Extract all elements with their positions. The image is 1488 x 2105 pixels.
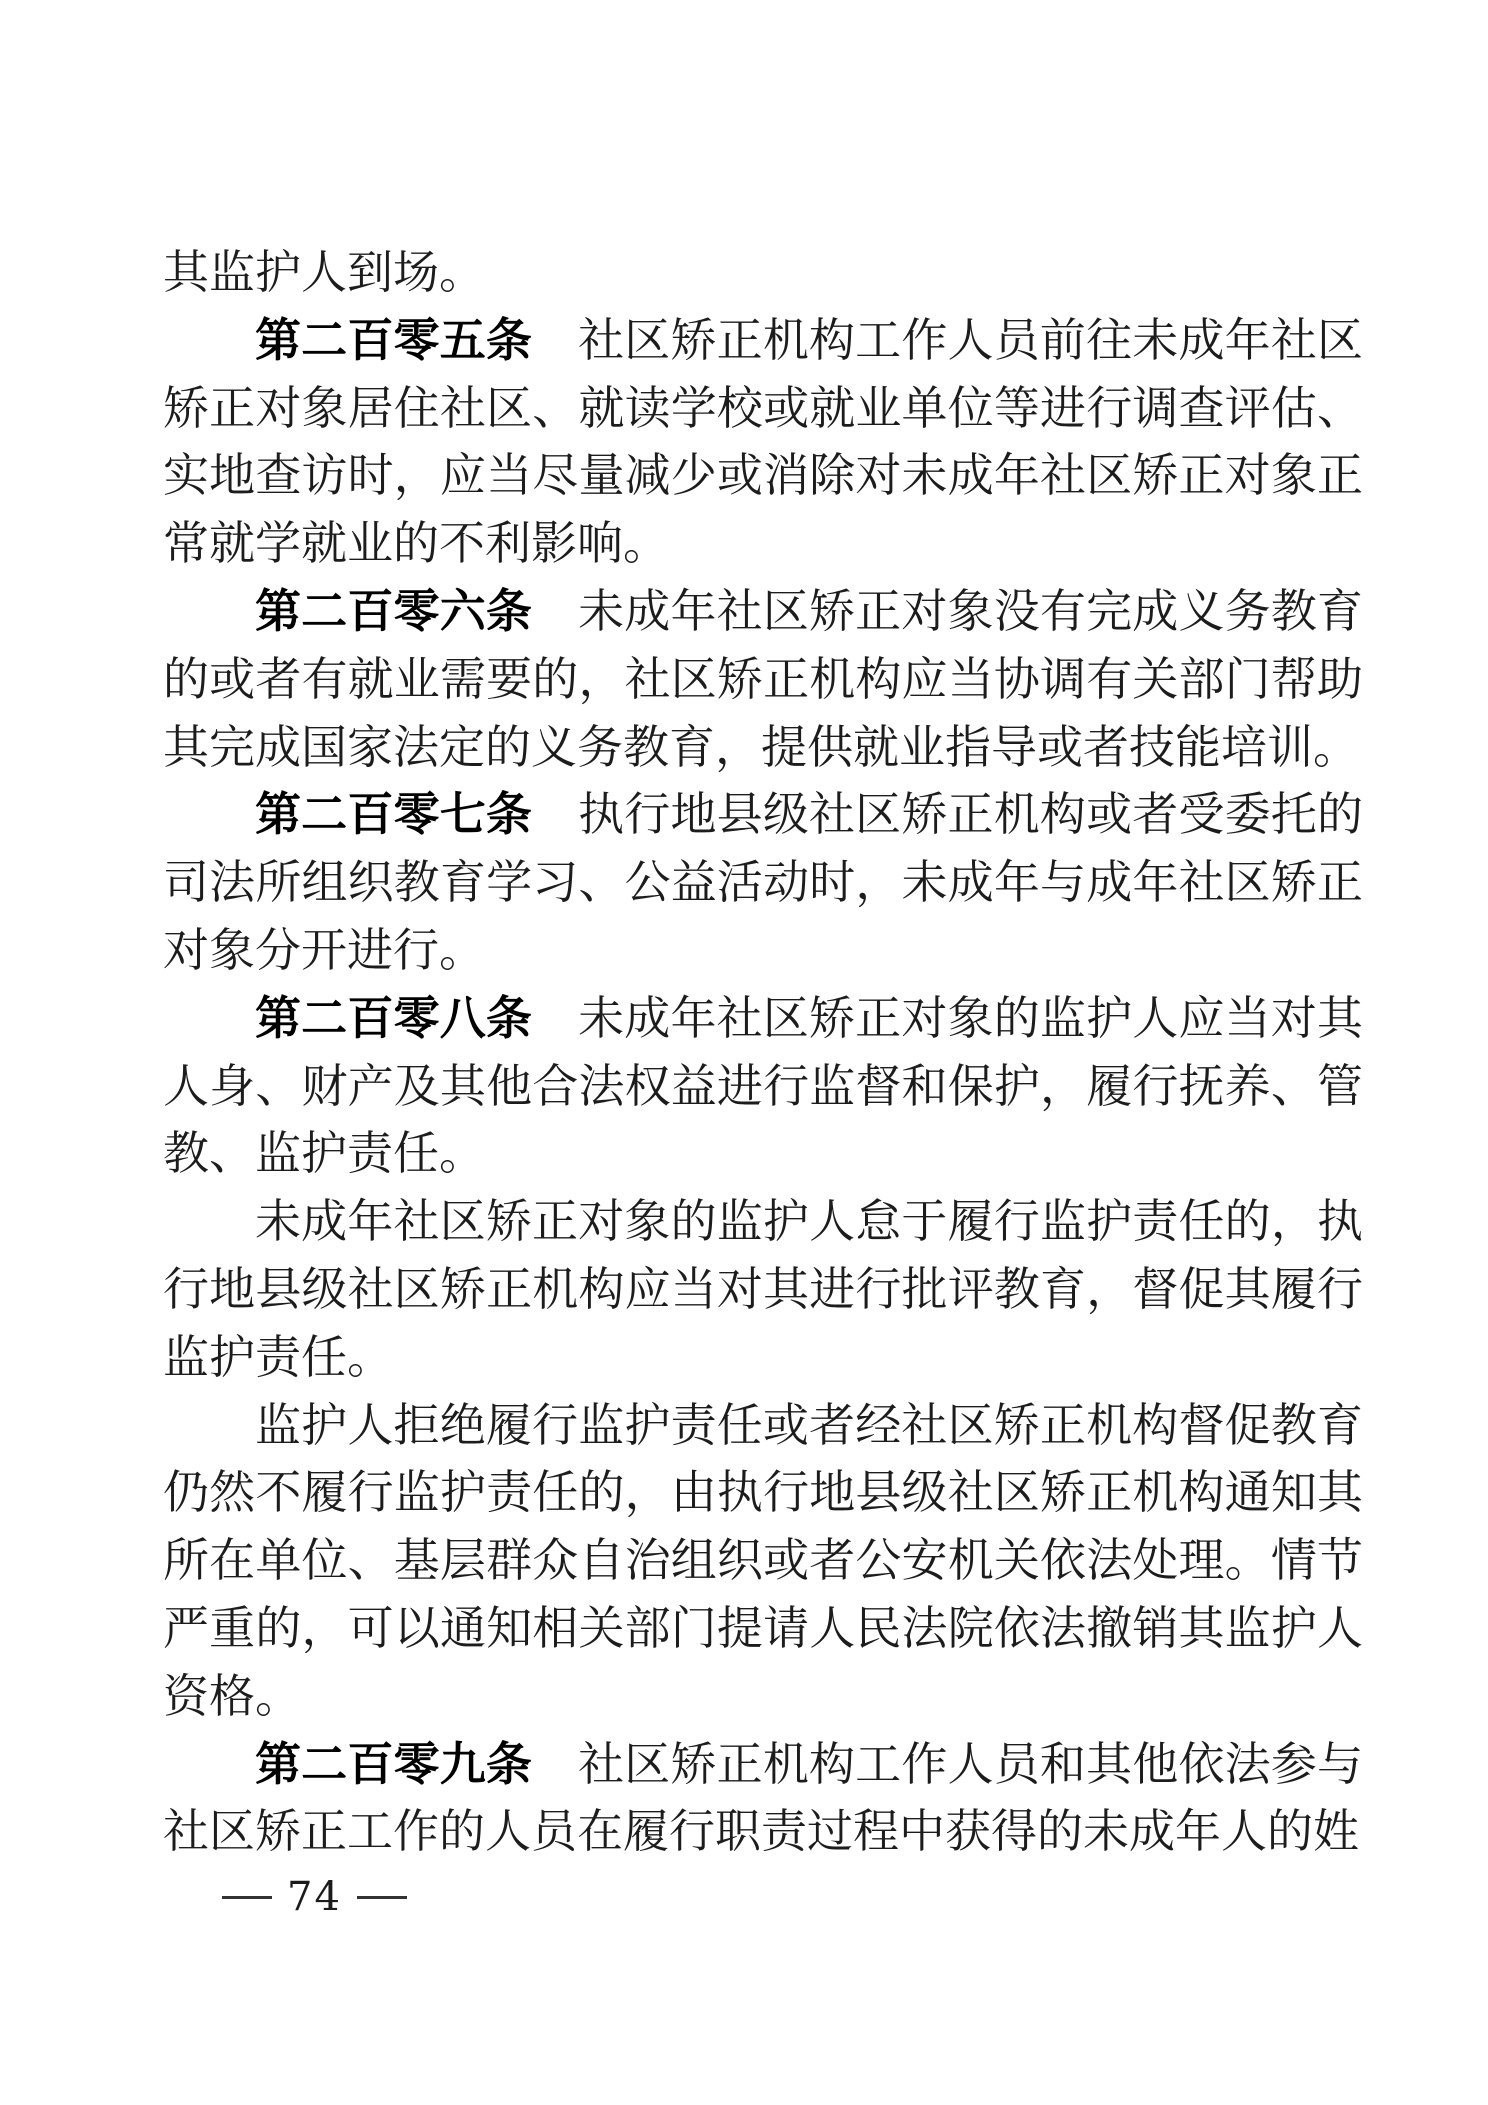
document-body	[163, 0, 1363, 1866]
footer-dash-left	[222, 1896, 272, 1899]
footer-dash-right	[357, 1896, 407, 1899]
paragraph-guardian-refusal	[163, 1392, 1363, 1731]
article-number: 第二百零六条	[255, 583, 533, 638]
paragraph-guardian-neglect	[163, 1188, 1363, 1391]
page-footer	[222, 1872, 407, 1922]
paragraph-text: 其监护人到场。	[163, 245, 485, 299]
paragraph-article-209	[163, 1731, 1363, 1867]
article-number: 第二百零八条	[255, 990, 533, 1045]
paragraph-article-207	[163, 781, 1363, 984]
paragraph-text: 未成年社区矫正对象的监护人怠于履行监护责任的，执行地县级社区矫正机构应当对其进行批评教育，督促其履行监护责任。	[163, 1194, 1363, 1384]
article-number: 第二百零五条	[255, 312, 533, 367]
paragraph-article-208	[163, 985, 1363, 1188]
paragraph-text: 社区矫正机构工作人员和其他依法参与社区矫正工作的人员在履行职责过程中获得的未成年人的姓	[163, 1736, 1364, 1859]
paragraph-text: 社区矫正机构工作人员前往未成年社区矫正对象居住社区、就读学校或就业单位等进行调查评估、实地查访时，应当尽量减少或消除对未成年社区矫正对象正常就学就业的不利影响。	[163, 312, 1364, 571]
paragraph-text: 未成年社区矫正对象的监护人应当对其人身、财产及其他合法权益进行监督和保护，履行抚养、管教、监护责任。	[163, 990, 1364, 1181]
paragraph-continuation	[163, 239, 1363, 307]
paragraph-article-206	[163, 578, 1363, 781]
article-number: 第二百零七条	[255, 787, 533, 842]
page-number: 74	[287, 1874, 342, 1920]
paragraph-article-205	[163, 307, 1363, 578]
paragraph-text: 未成年社区矫正对象没有完成义务教育的或者有就业需要的，社区矫正机构应当协调有关部门帮助其完成国家法定的义务教育，提供就业指导或者技能培训。	[163, 583, 1364, 774]
paragraph-text: 监护人拒绝履行监护责任或者经社区矫正机构督促教育仍然不履行监护责任的，由执行地县级社区矫正机构通知其所在单位、基层群众自治组织或者公安机关依法处理。情节严重的，可以通知相关部门提请人民法院依法撤销其监护人资格。	[163, 1397, 1363, 1723]
article-number: 第二百零九条	[255, 1736, 533, 1791]
paragraph-text: 执行地县级社区矫正机构或者受委托的司法所组织教育学习、公益活动时，未成年与成年社区矫正对象分开进行。	[163, 787, 1364, 977]
